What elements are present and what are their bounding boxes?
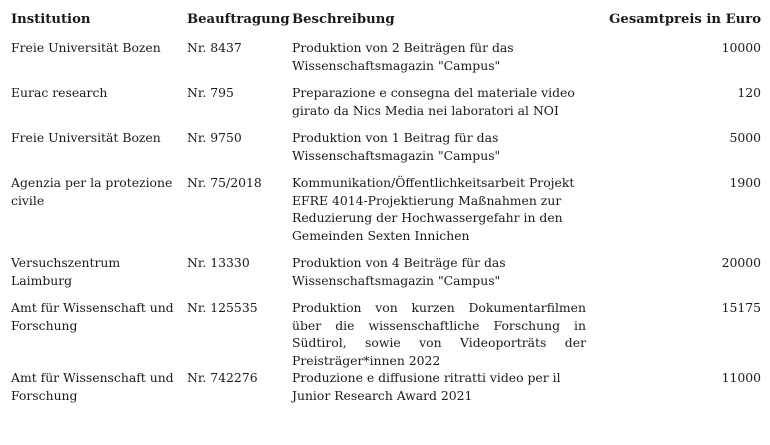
cell-total: 120	[737, 85, 761, 100]
cell-assignment: Nr. 795	[187, 85, 234, 100]
cell-total: 11000	[721, 370, 761, 385]
table-row	[11, 129, 761, 174]
cell-description: Produzione e diffusione ritratti video per il Junior Research Award 2021	[292, 370, 561, 403]
cell-institution: Versuchszentrum Laimburg	[11, 255, 121, 288]
cell-description: Preparazione e consegna del materiale video girato da Nics Media nei laboratori al NOI	[292, 85, 575, 118]
cell-assignment: Nr. 75/2018	[187, 175, 262, 190]
table-row	[11, 174, 761, 254]
cell-description: Kommunikation/Öffentlichkeitsarbeit Projekt EFRE 4014-Projektierung Maßnahmen zur Reduzierung der Hochwassergefahr in den Gemeinden Sexten Innichen	[292, 175, 575, 243]
header-description: Beschreibung	[292, 12, 395, 27]
document-page	[0, 8, 770, 445]
commissions-table	[11, 8, 761, 414]
cell-total: 5000	[729, 130, 761, 145]
cell-institution: Amt für Wissenschaft und Forschung	[11, 370, 174, 403]
cell-institution: Amt für Wissenschaft und Forschung	[11, 300, 174, 333]
cell-total: 10000	[721, 40, 761, 55]
table-row	[11, 39, 761, 84]
cell-institution: Agenzia per la protezione civile	[11, 175, 173, 208]
cell-institution: Freie Universität Bozen	[11, 40, 161, 55]
cell-institution: Freie Universität Bozen	[11, 130, 161, 145]
header-assignment: Beauftragung	[187, 12, 290, 27]
table-row	[11, 254, 761, 299]
cell-description: Produktion von 2 Beiträgen für das Wissenschaftsmagazin "Campus"	[292, 40, 514, 73]
table-row	[11, 299, 761, 369]
cell-description: Produktion von 1 Beitrag für das Wissenschaftsmagazin "Campus"	[292, 130, 501, 163]
cell-total: 20000	[721, 255, 761, 270]
cell-description: Produktion von kurzen Dokumentarfilmen über die wissenschaftliche Forschung in Südtirol, sowie von Videoporträts der Preisträger*innen 2022	[292, 300, 586, 368]
table-row	[11, 369, 761, 414]
cell-total: 1900	[729, 175, 761, 190]
cell-institution: Eurac research	[11, 85, 108, 100]
cell-assignment: Nr. 9750	[187, 130, 242, 145]
table-header-row	[11, 8, 761, 39]
cell-assignment: Nr. 13330	[187, 255, 250, 270]
cell-description: Produktion von 4 Beiträge für das Wissenschaftsmagazin "Campus"	[292, 255, 506, 288]
table-row	[11, 84, 761, 129]
cell-assignment: Nr. 742276	[187, 370, 258, 385]
header-total-price: Gesamtpreis in Euro	[609, 12, 761, 27]
header-institution: Institution	[11, 12, 91, 27]
cell-assignment: Nr. 8437	[187, 40, 242, 55]
cell-assignment: Nr. 125535	[187, 300, 258, 315]
cell-total: 15175	[721, 300, 761, 315]
